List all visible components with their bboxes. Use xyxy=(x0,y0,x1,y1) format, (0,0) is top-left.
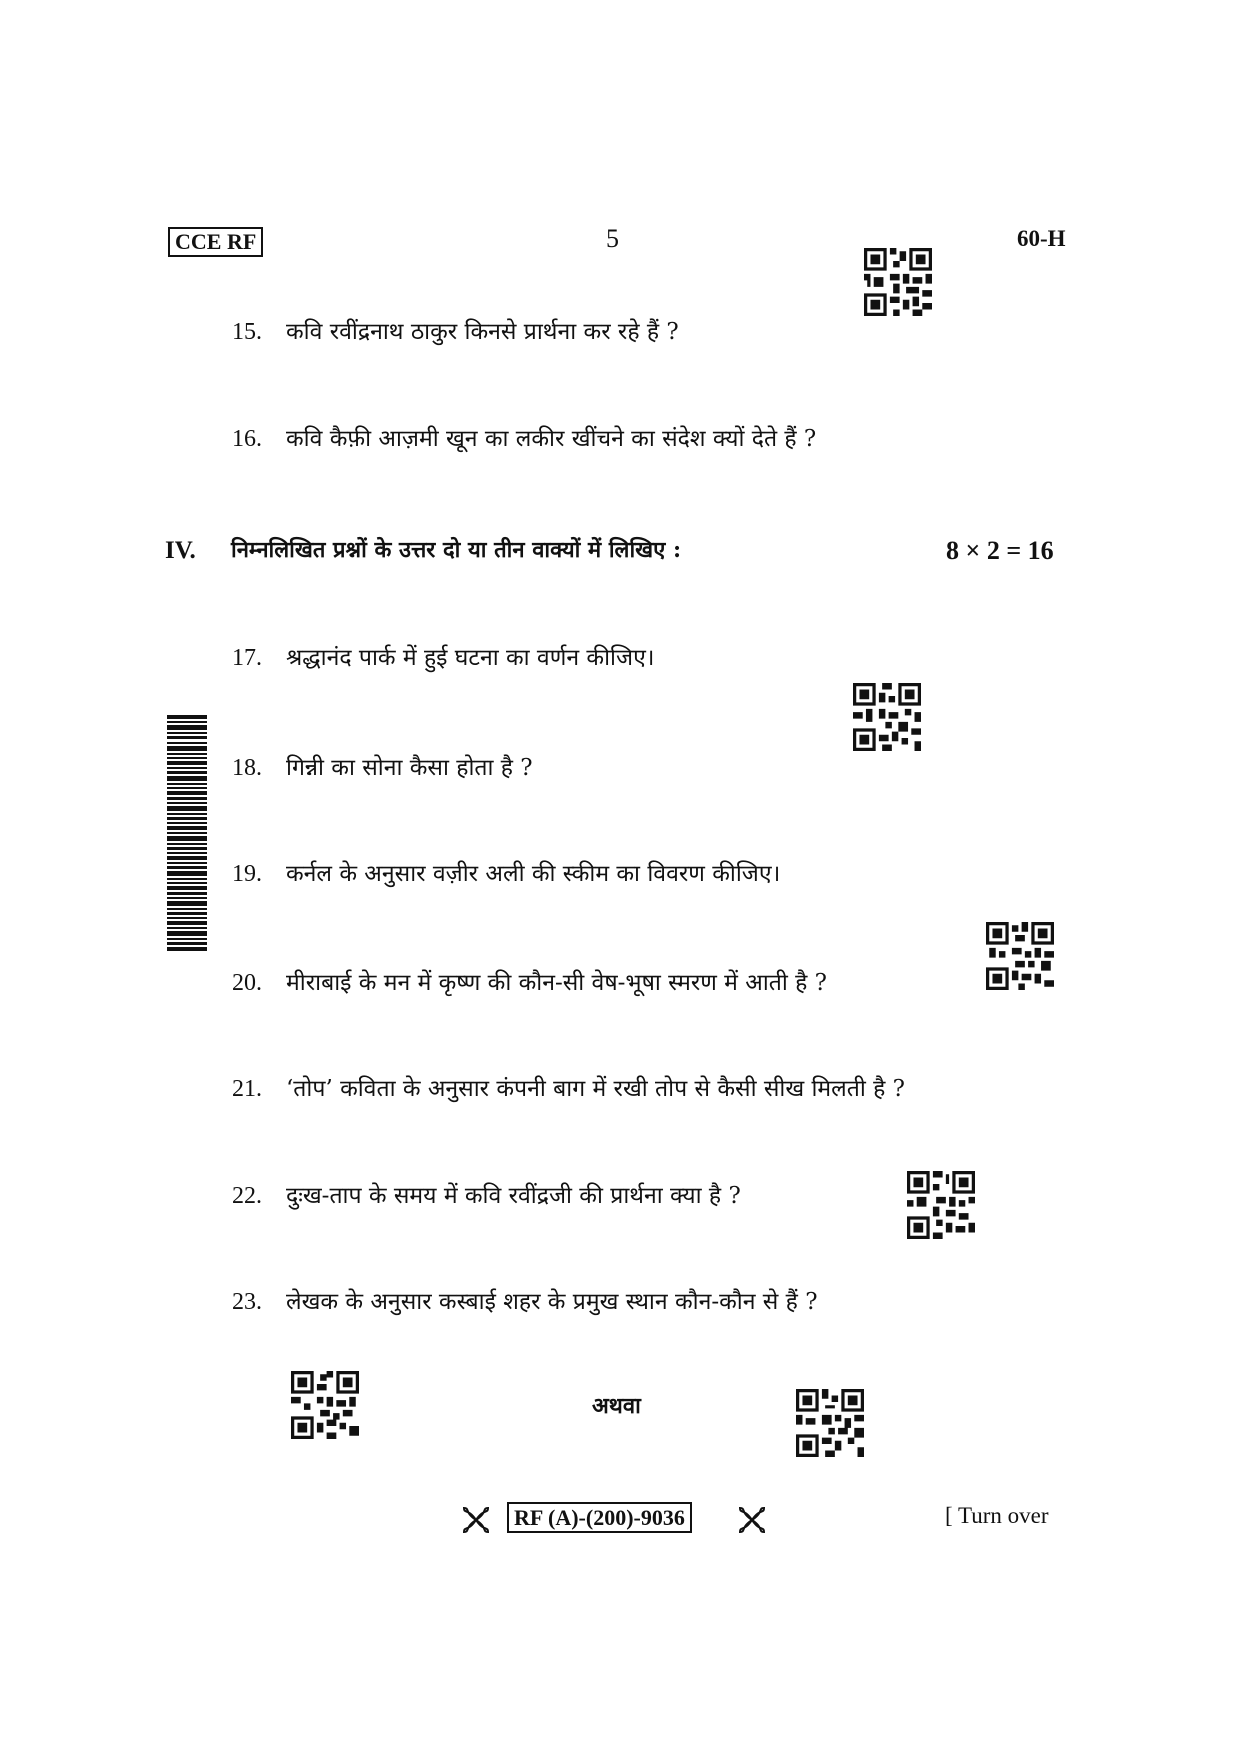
section-marks: 8 × 2 = 16 xyxy=(946,536,1054,565)
section-number: IV. xyxy=(165,537,196,564)
or-label: अथवा xyxy=(592,1393,641,1419)
question-20 xyxy=(232,965,827,997)
turn-over-label: [ Turn over xyxy=(945,1503,1049,1528)
question-18 xyxy=(232,750,533,782)
question-number: 15. xyxy=(232,319,262,345)
qr-code-icon xyxy=(986,922,1054,990)
ornament-icon xyxy=(462,1506,490,1534)
footer-code: RF (A)-(200)-9036 xyxy=(507,1502,692,1533)
question-number: 22. xyxy=(232,1183,262,1209)
ornament-icon xyxy=(738,1506,766,1534)
paper-code: 60-H xyxy=(1017,226,1066,251)
question-text: श्रद्धानंद पार्क में हुई घटना का वर्णन कीजिए। xyxy=(286,645,655,671)
question-number: 20. xyxy=(232,970,262,996)
question-text: गिन्नी का सोना कैसा होता है ? xyxy=(286,755,533,781)
question-23 xyxy=(232,1284,818,1316)
cce-rf-code: CCE RF xyxy=(168,227,263,257)
qr-code-icon xyxy=(291,1371,359,1439)
question-text: दुःख-ताप के समय में कवि रवींद्रजी की प्रार्थना क्या है ? xyxy=(286,1183,741,1209)
question-text: मीराबाई के मन में कृष्ण की कौन-सी वेष-भूषा स्मरण में आती है ? xyxy=(286,970,827,996)
question-number: 21. xyxy=(232,1076,262,1102)
question-text: ‘तोप’ कविता के अनुसार कंपनी बाग में रखी तोप से कैसी सीख मिलती है ? xyxy=(286,1076,906,1102)
question-text: कवि कैफ़ी आज़मी खून का लकीर खींचने का संदेश क्यों देते हैं ? xyxy=(286,426,817,452)
qr-code-icon xyxy=(864,248,932,316)
question-15 xyxy=(232,314,679,346)
barcode-icon xyxy=(167,715,207,951)
question-number: 18. xyxy=(232,755,262,781)
question-number: 19. xyxy=(232,861,262,887)
question-17 xyxy=(232,640,655,672)
question-21 xyxy=(232,1071,905,1103)
question-text: लेखक के अनुसार कस्बाई शहर के प्रमुख स्थान कौन-कौन से हैं ? xyxy=(286,1289,818,1315)
question-number: 23. xyxy=(232,1289,262,1315)
qr-code-icon xyxy=(796,1389,864,1457)
section-title: निम्नलिखित प्रश्नों के उत्तर दो या तीन वाक्यों में लिखिए : xyxy=(231,537,682,563)
question-22 xyxy=(232,1178,741,1210)
question-text: कर्नल के अनुसार वज़ीर अली की स्कीम का विवरण कीजिए। xyxy=(286,861,781,887)
page-number: 5 xyxy=(606,224,619,253)
question-number: 17. xyxy=(232,645,262,671)
qr-code-icon xyxy=(853,683,921,751)
question-text: कवि रवींद्रनाथ ठाकुर किनसे प्रार्थना कर रहे हैं ? xyxy=(286,319,679,345)
question-16 xyxy=(232,421,816,453)
question-number: 16. xyxy=(232,426,262,452)
question-19 xyxy=(232,856,780,888)
qr-code-icon xyxy=(907,1171,975,1239)
